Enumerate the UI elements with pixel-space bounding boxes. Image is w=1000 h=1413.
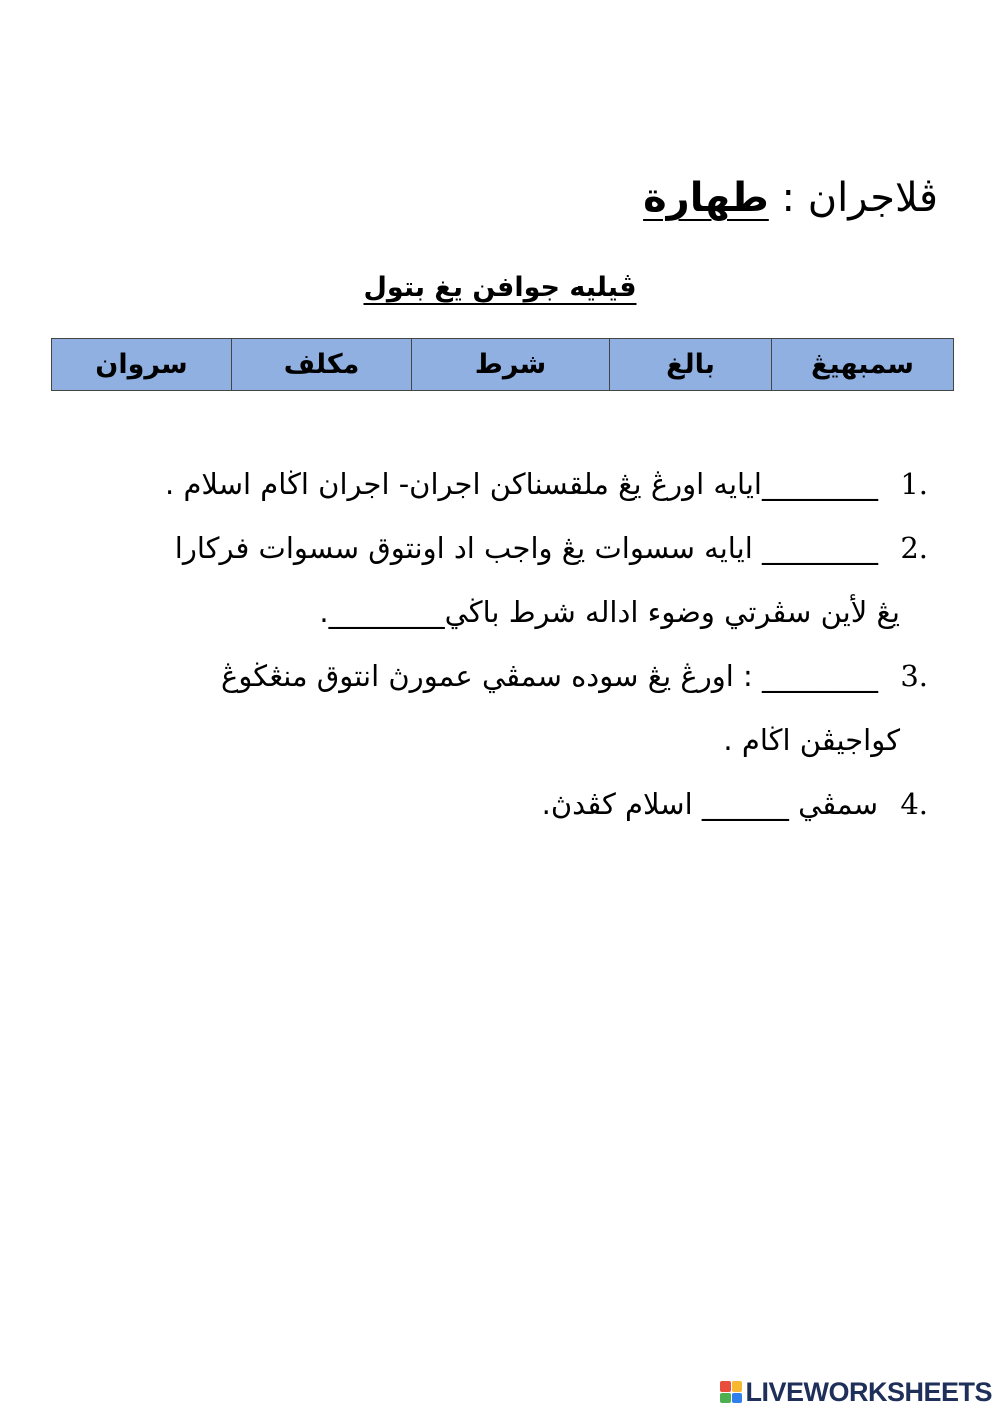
question-2 [68, 516, 928, 580]
question-text: كواجيڤن اڬام . [723, 723, 900, 757]
word-bank-cell-3: شرط [412, 339, 610, 391]
question-text: سمڤي ______ اسلام كڤدڽ. [541, 787, 878, 821]
question-text: ________ : اورڠ يڠ سوده سمڤي عمورڽ انتوق منڠڬوڠ [221, 659, 878, 693]
question-text: يڠ لأين سڤرتي وضوء اداله شرط باڬي________. [319, 595, 900, 629]
question-3 [68, 644, 928, 708]
watermark-text: LIVEWORKSHEETS [745, 1376, 992, 1407]
question-number: 2. [900, 531, 928, 565]
question-4 [68, 772, 928, 836]
question-text: ________ ايايه سسوات يڠ واجب اد اونتوق سسوات فركارا [174, 531, 878, 565]
logo-square-4 [732, 1393, 743, 1404]
question-list [68, 452, 928, 836]
word-bank-cell-4: بالغ [610, 339, 772, 391]
question-number: 1. [900, 467, 928, 501]
word-bank-table [51, 338, 954, 391]
liveworksheets-watermark [720, 1377, 992, 1407]
word-bank-cell-2: مكلف [232, 339, 412, 391]
liveworksheets-logo-icon [720, 1381, 742, 1403]
worksheet-title [643, 168, 938, 228]
question-2-continuation [68, 580, 928, 644]
question-text: ________ايايه اورڠ يڠ ملقسناكن اجران- اجران اڬام اسلام . [165, 467, 878, 501]
word-bank-cell-1: سروان [52, 339, 232, 391]
logo-square-3 [720, 1393, 731, 1404]
logo-square-2 [732, 1381, 743, 1392]
question-3-continuation [68, 708, 928, 772]
question-1 [68, 452, 928, 516]
question-number: 4. [900, 787, 928, 821]
logo-square-1 [720, 1381, 731, 1392]
question-number: 3. [900, 659, 928, 693]
word-bank-row [52, 339, 954, 391]
word-bank-cell-5: سمبهيڠ [772, 339, 954, 391]
title-prefix: ڤلاجران : [781, 175, 938, 221]
instruction-heading: ڤيليه جوافن يغ بتول [363, 272, 637, 303]
title-topic: طهارة [643, 175, 769, 221]
